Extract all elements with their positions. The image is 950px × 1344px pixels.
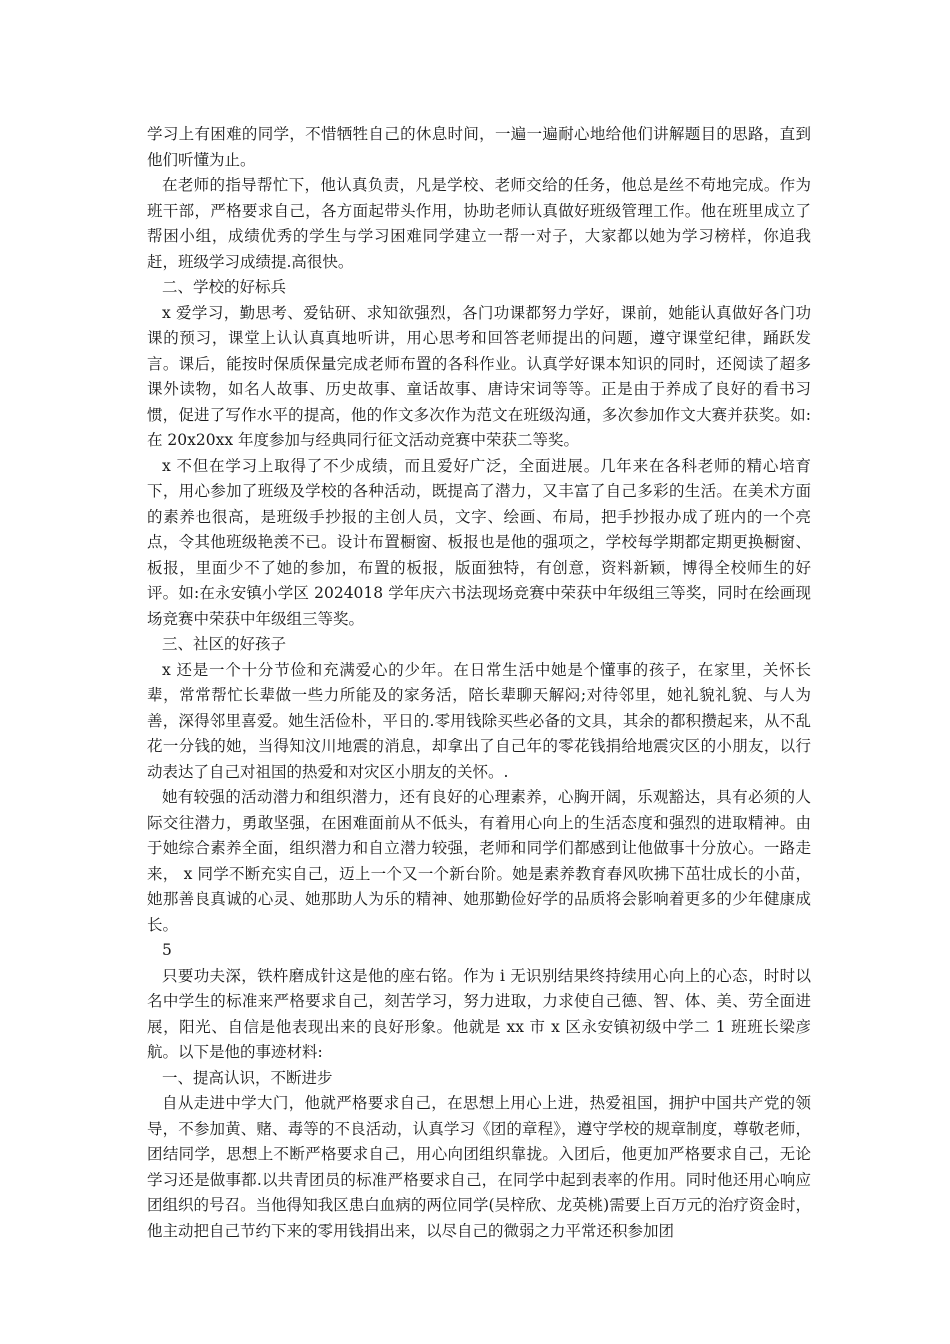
- paragraph-continuation: 学习上有困难的同学，不惜牺牲自己的休息时间，一遍一遍耐心地给他们讲解题目的思路，直到他们听懂为止。: [147, 125, 811, 169]
- section-heading-community-child: 三、社区的好孩子: [162, 635, 287, 653]
- paragraph-broad-interests: x 不但在学习上取得了不少成绩，而且爱好广泛，全面进展。几年来在各科老师的精心培育下，用心参加了班级及学校的各种活动，既提高了潜力，又丰富了自己多彩的生活。在美术方面的素养也很高，是班级手抄报的主创人员，文字、绘画、布局，把手抄报办成了班内的一个亮点，令其他班级艳羡不已。设计布置橱窗、板报也是他的强项之，学校每学期都定期更换橱窗、板报，里面少不了她的参加，布置的板报，版面独特，有创意，资料新颖，博得全校师生的好评。如:在永安镇小学区 2024018 学年庆六书法现场竞赛中荣获中年级组三等奖，同时在绘画现场竞赛中荣获中年级组三等奖。: [147, 456, 811, 628]
- section-heading-school-model: 二、学校的好标兵: [162, 278, 287, 296]
- paragraph-frugal-caring: x 还是一个十分节俭和充满爱心的少年。在日常生活中她是个懂事的孩子，在家里，关怀长辈，常常帮忙长辈做一些力所能及的家务活，陪长辈聊天解闷;对待邻里，她礼貌礼貌、与人为善，深得邻里喜爱。她生活俭朴，平日的.零用钱除买些必备的文具，其余的都积攒起来，从不乱花一分钱的她，当得知汶川地震的消息，却拿出了自己年的零花钱捐给地震灾区的小朋友，以行动表达了自己对祖国的热爱和对灾区小朋友的关怀。.: [147, 660, 811, 781]
- paragraph-motto: 只要功夫深，铁杵磨成针这是他的座右铭。作为 i 无识别结果终持续用心向上的心态，时时以名中学生的标准来严格要求自己，刻苦学习，努力进取，力求使自己德、智、体、美、劳全面进展，阳光、自信是他表现出来的良好形象。他就是 xx 市 x 区永安镇初级中学二 1 班班长梁彦航。以下是他的事迹材料:: [147, 966, 811, 1061]
- document-body: [147, 122, 811, 1244]
- paragraph-teacher-help: 在老师的指导帮忙下，他认真负责，凡是学校、老师交给的任务，他总是丝不苟地完成。作为班干部，严格要求自己，各方面起带头作用，协助老师认真做好班级管理工作。他在班里成立了帮困小组，成绩优秀的学生与学习困难同学建立一帮一对子，大家都以她为学习榜样，你追我赶，班级学习成绩提.高很快。: [147, 176, 811, 271]
- section-heading-improve-awareness: 一、提高认识，不断进步: [162, 1068, 333, 1087]
- paragraph-middle-school: 自从走进中学大门，他就严格要求自己，在思想上用心上进，热爱祖国，拥护中国共产党的领导，不参加黄、赌、毒等的不良活动，认真学习《团的章程》，遵守学校的规章制度，尊敬老师，团结同学，思想上不断严格要求自己，用心向团组织靠拢。入团后，他更加严格要求自己，无论学习还是做事都.以共青团员的标准严格要求自己，在同学中起到表率的作用。同时他还用心响应团组织的号召。当他得知我区患白血病的两位同学(吴梓欣、龙英桃)需要上百万元的治疗资金时，他主动把自己节约下来的零用钱捐出来，以尽自己的微弱之力平常还积参加团: [147, 1094, 811, 1240]
- paragraph-love-learning: x 爱学习，勤思考、爱钻研、求知欲强烈，各门功课都努力学好，课前，她能认真做好各门功课的预习，课堂上认认真真地听讲，用心思考和回答老师提出的问题，遵守课堂纪律，踊跃发言。课后，能按时保质保量完成老师布置的各科作业。认真学好课本知识的同时，还阅读了超多课外读物，如名人故事、历史故事、童话故事、唐诗宋词等等。正是由于养成了良好的看书习惯，促进了写作水平的提高，他的作文多次作为范文在班级沟通，多次参加作文大赛并获奖。如:在 20x20xx 年度参加与经典同行征文活动竞赛中荣获二等奖。: [147, 303, 811, 449]
- section-number: 5: [162, 941, 172, 959]
- paragraph-abilities: 她有较强的活动潜力和组织潜力，还有良好的心理素养，心胸开阔，乐观豁达，具有必须的人际交往潜力，勇敢坚强，在困难面前从不低头，有着用心向上的生活态度和强烈的进取精神。由于她综合素养全面，组织潜力和自立潜力较强，老师和同学们都感到让他做事十分放心。一路走来， x 同学不断充实自己，迈上一个又一个新台阶。她是素养教育春风吹拂下茁壮成长的小苗，她那善良真诚的心灵、她那助人为乐的精神、她那勤俭好学的品质将会影响着更多的少年健康成长。: [147, 788, 811, 934]
